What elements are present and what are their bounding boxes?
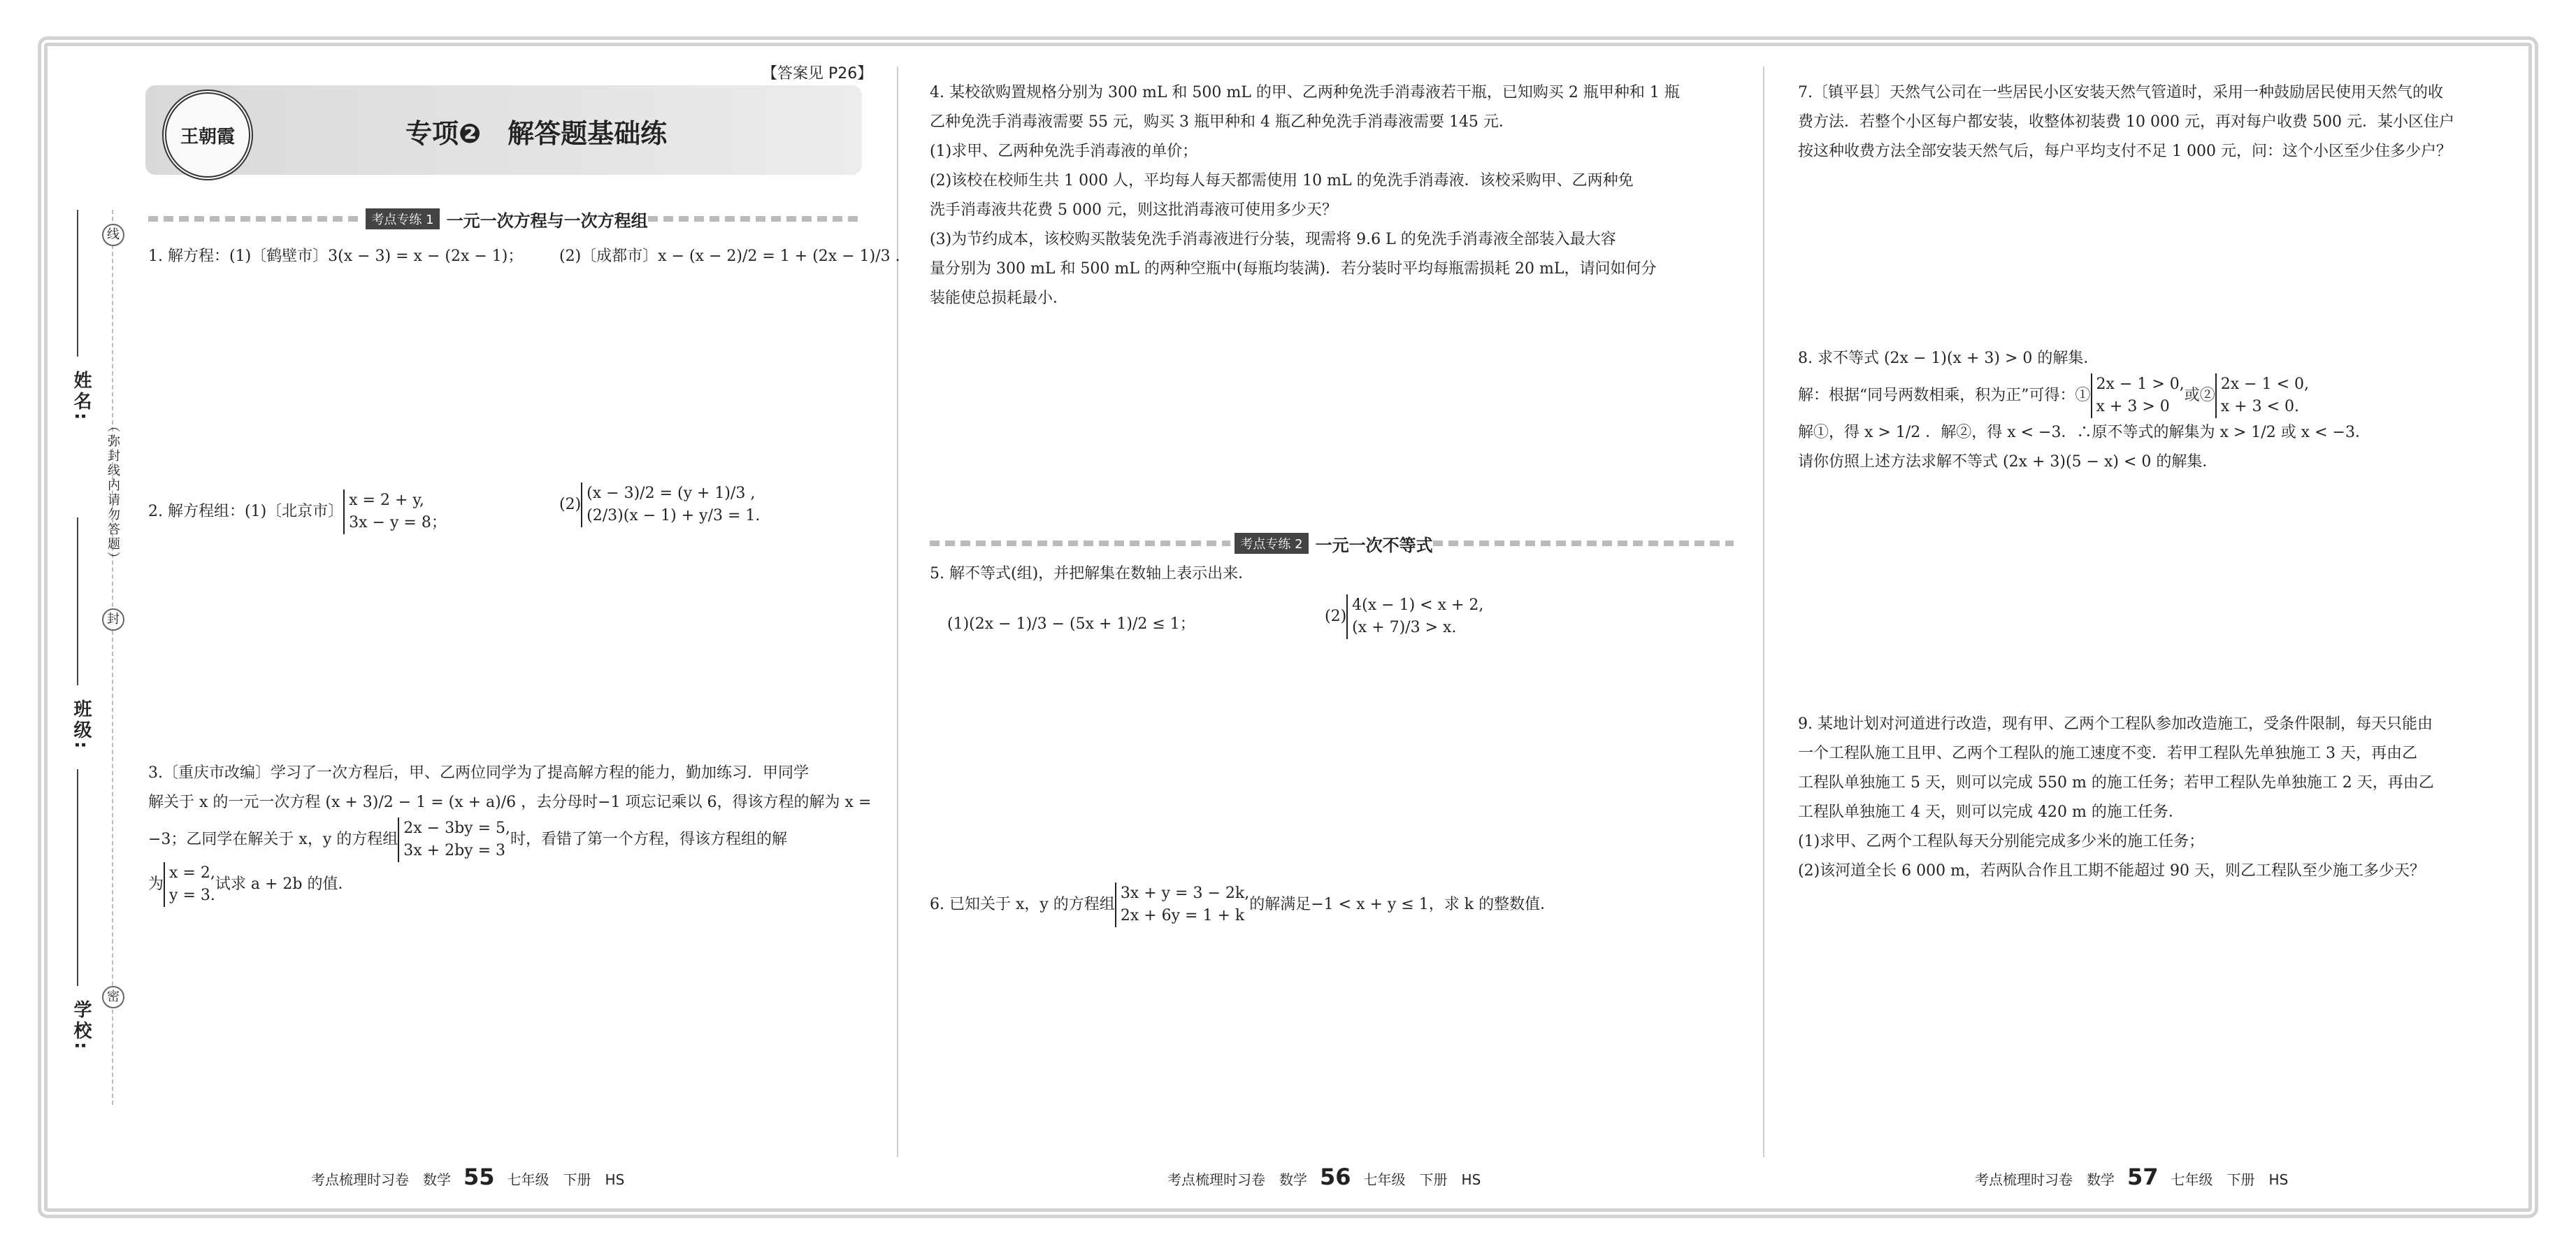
- section-heading-2: [930, 531, 1734, 555]
- q6-text: 的解满足−1 < x + y ≤ 1，求 k 的整数值．: [1249, 896, 1556, 913]
- name-line: [77, 210, 78, 357]
- q4-line: (2)该校在校师生共 1 000 人，平均每人每天都需使用 10 mL 的免洗手消毒液．该校采购甲、乙两种免: [930, 172, 1634, 190]
- class-label: 班级:: [71, 699, 92, 752]
- school-label: 学校:: [71, 1000, 92, 1052]
- footer-series: 考点梳理时习卷 数学: [1167, 1171, 1307, 1188]
- question-9: [1798, 710, 2434, 886]
- q9-line: (2)该河道全长 6 000 m，若两队合作且工期不能超过 90 天，则乙工程队至少施工多少天？: [1798, 862, 2425, 880]
- section-heading-1: [148, 207, 861, 231]
- inequality-system: [2091, 373, 2185, 418]
- q4-line: 乙种免洗手消毒液需要 55 元，购买 3 瓶甲种和 4 瓶乙种免洗手消毒液需要 145 元．: [930, 113, 1514, 131]
- question-7: [1798, 78, 2454, 166]
- question-3: [148, 759, 871, 907]
- q9-line: 工程队单独施工 5 天，则可以完成 550 m 的施工任务；若甲工程队先单独施工 2 天，再由乙: [1798, 774, 2434, 792]
- answer-reference: 【答案见 P26】: [762, 65, 873, 83]
- sys-line: x = 2 + y,: [349, 492, 424, 509]
- dash-rule: [930, 541, 1230, 546]
- question-2b: [559, 482, 760, 527]
- column-divider: [1763, 66, 1764, 1157]
- seal-line: [112, 210, 113, 1105]
- q4-line: 4. 某校欲购置规格分别为 300 mL 和 500 mL 的甲、乙两种免洗手消毒液若干瓶，已知购买 2 瓶甲种和 1 瓶: [930, 84, 1680, 101]
- seal-word-seal: 封: [102, 608, 124, 631]
- q4-line: (3)为节约成本，该校购买散装免洗手消毒液进行分装，现需将 9.6 L 的免洗手消毒液全部装入最大容: [930, 231, 1616, 248]
- q4-line: (1)求甲、乙两种免洗手消毒液的单价；: [930, 143, 1198, 160]
- q9-line: 工程队单独施工 4 天，则可以完成 420 m 的施工任务．: [1798, 803, 2184, 821]
- q6-text: 6. 已知关于 x，y 的方程组: [930, 896, 1115, 913]
- name-label: 姓名:: [71, 371, 92, 423]
- seal-note: （弥封线内请勿答题）: [106, 420, 120, 566]
- sys-line: x = 2,: [169, 864, 215, 882]
- q4-line: 装能使总损耗最小．: [930, 289, 1069, 307]
- dash-rule: [1433, 541, 1734, 546]
- page-number: 57: [2127, 1164, 2159, 1190]
- question-4: [930, 78, 1680, 313]
- sys-line: 2x − 1 < 0,: [2220, 376, 2309, 393]
- equation-system: [343, 489, 447, 534]
- sys-line: 2x + 6y = 1 + k: [1120, 907, 1245, 924]
- brand-logo: [162, 90, 253, 180]
- class-line: [77, 517, 78, 685]
- sys-line: (2/3)(x − 1) + y/3 = 1.: [587, 507, 761, 524]
- question-1a: 1. 解方程：(1)〔鹤壁市〕3(x − 3) = x − (2x − 1)；: [148, 248, 524, 265]
- q8-line: 解①，得 x > 1/2 ．解②，得 x < −3．∴原不等式的解集为 x > 1/2 或 x < −3．: [1798, 424, 2370, 441]
- question-5-part1: (1)(2x − 1)/3 − (5x + 1)/2 ≤ 1；: [947, 615, 1195, 633]
- question-6: [930, 882, 1555, 927]
- q3-line: 解关于 x 的一元一次方程 (x + 3)/2 − 1 = (x + a)/6 ，去分母时−1 项忘记乘以 6，得该方程的解为 x =: [148, 794, 872, 811]
- q7-line: 费方法．若整个小区每户都安装，收整体初装费 10 000 元，再对每户收费 500 元．某小区住户: [1798, 113, 2454, 131]
- equation-system: [1115, 882, 1249, 927]
- sys-line: 3x − y = 8；: [349, 514, 447, 531]
- q8-line: 或②: [2184, 387, 2215, 404]
- column-divider: [897, 66, 898, 1157]
- question-5: 5. 解不等式(组)，并把解集在数轴上表示出来．: [930, 565, 1254, 582]
- footer-series: 考点梳理时习卷 数学: [311, 1171, 451, 1188]
- question-5-part2: [1325, 594, 1483, 639]
- seal-word-secret: 密: [102, 986, 124, 1008]
- equation-system: [398, 817, 510, 862]
- sys-line: x + 3 < 0.: [2220, 398, 2299, 415]
- sys-line: y = 3.: [169, 887, 215, 904]
- q9-line: (1)求甲、乙两个工程队每天分别能完成多少米的施工任务；: [1798, 833, 2205, 850]
- page-number: 55: [463, 1164, 495, 1190]
- q3-line: −3；乙同学在解关于 x，y 的方程组: [148, 831, 398, 848]
- footer-grade: 七年级 下册 HS: [2171, 1171, 2289, 1188]
- question-1b: (2)〔成都市〕x − (x − 2)/2 = 1 + (2x − 1)/3 .: [559, 248, 900, 265]
- page-footer: [1167, 1164, 1481, 1190]
- sys-line: (x − 3)/2 = (y + 1)/3 ,: [587, 485, 756, 502]
- q9-line: 9. 某地计划对河道进行改造，现有甲、乙两个工程队参加改造施工，受条件限制，每天只能由: [1798, 715, 2433, 733]
- q8-line: 请你仿照上述方法求解不等式 (2x + 3)(5 − x) < 0 的解集．: [1798, 453, 2218, 471]
- q8-line: 解：根据“同号两数相乘，积为正”可得：①: [1798, 387, 2091, 404]
- footer-grade: 七年级 下册 HS: [507, 1171, 625, 1188]
- question-8: [1798, 344, 2370, 477]
- inequality-system: [2215, 373, 2309, 418]
- seal-word-line: 线: [102, 224, 124, 246]
- sys-line: 4(x − 1) < x + 2,: [1352, 596, 1484, 614]
- school-line: [77, 769, 78, 986]
- inequality-system: [1346, 594, 1483, 639]
- q4-line: 量分别为 300 mL 和 500 mL 的两种空瓶中(每瓶均装满)．若分装时平均每瓶需损耗 20 mL，请问如何分: [930, 260, 1657, 278]
- sys-line: 2x − 1 > 0,: [2096, 376, 2185, 393]
- q3-line: 时，看错了第一个方程，得该方程组的解: [510, 831, 788, 848]
- q7-line: 7.〔镇平县〕天然气公司在一些居民小区安装天然气管道时，采用一种鼓励居民使用天然气的收: [1798, 84, 2443, 101]
- section-tag: 考点专练 2: [1235, 533, 1308, 554]
- q2b-text: (2): [559, 496, 582, 513]
- footer-grade: 七年级 下册 HS: [1363, 1171, 1481, 1188]
- footer-series: 考点梳理时习卷 数学: [1975, 1171, 2115, 1188]
- q7-line: 按这种收费方法全部安装天然气后，每户平均支付不足 1 000 元，问：这个小区至少住多少户？: [1798, 143, 2452, 160]
- dash-rule: [148, 216, 361, 222]
- equation-system: [581, 482, 760, 527]
- section-tag: 考点专练 1: [366, 208, 439, 229]
- sys-line: 3x + y = 3 − 2k,: [1120, 885, 1250, 902]
- dash-rule: [648, 216, 861, 222]
- q8-line: 8. 求不等式 (2x − 1)(x + 3) > 0 的解集．: [1798, 350, 2099, 367]
- sys-line: (x + 7)/3 > x.: [1352, 619, 1457, 636]
- page-number: 56: [1320, 1164, 1351, 1190]
- sys-line: x + 3 > 0: [2096, 398, 2170, 415]
- question-2a: [148, 489, 447, 534]
- binding-strip: [62, 210, 124, 1105]
- q9-line: 一个工程队施工且甲、乙两个工程队的施工速度不变．若甲工程队先单独施工 3 天，再由乙: [1798, 745, 2417, 762]
- section-title: 一元一次不等式: [1315, 535, 1433, 555]
- q4-line: 洗手消毒液共花费 5 000 元，则这批消毒液可使用多少天？: [930, 201, 1337, 219]
- page-footer: [311, 1164, 624, 1190]
- logo-text: 王朝霞: [180, 126, 235, 148]
- equation-system: [164, 862, 215, 907]
- q2a-text: 2. 解方程组：(1)〔北京市〕: [148, 503, 344, 520]
- sys-line: 2x − 3by = 5,: [403, 820, 511, 837]
- page-footer: [1975, 1164, 2288, 1190]
- q3-line: 为: [148, 875, 164, 893]
- sys-line: 3x + 2by = 3: [403, 842, 506, 859]
- q3-line: 试求 a + 2b 的值．: [215, 875, 354, 893]
- q3-line: 3.〔重庆市改编〕学习了一次方程后，甲、乙两位同学为了提高解方程的能力，勤加练习．甲同学: [148, 764, 809, 782]
- q5c-text: (2): [1325, 608, 1347, 625]
- section-title: 一元一次方程与一次方程组: [446, 210, 648, 231]
- page-title: 专项❷ 解答题基础练: [405, 118, 668, 149]
